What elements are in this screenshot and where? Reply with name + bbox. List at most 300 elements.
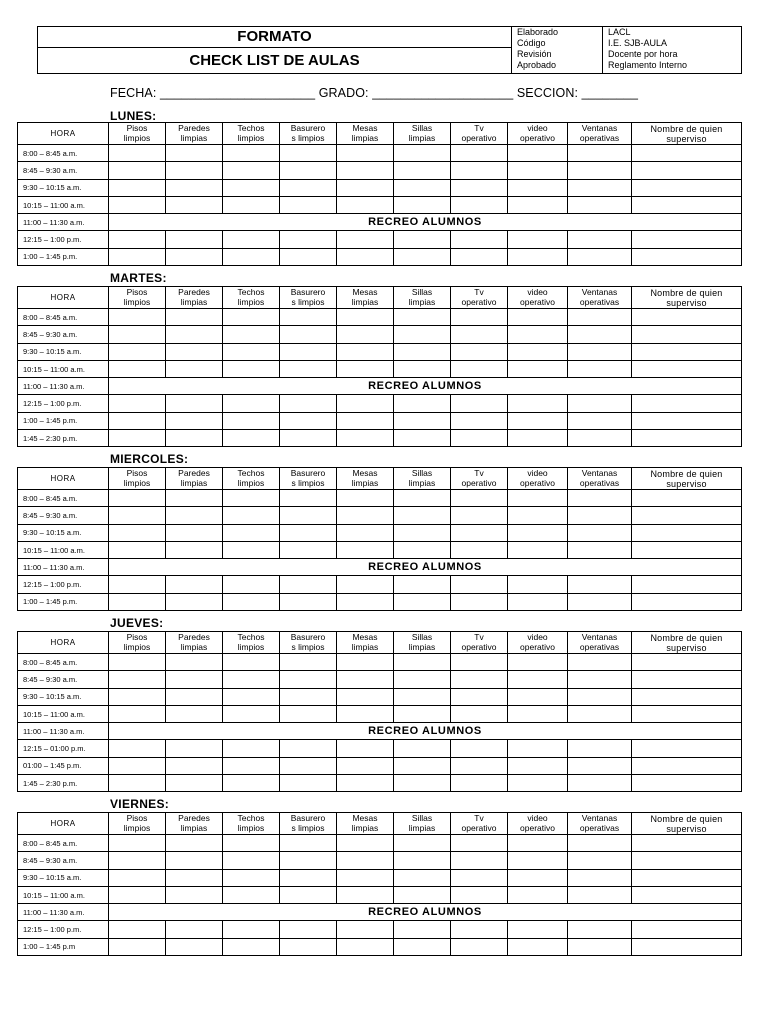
supervisor-name-cell[interactable] xyxy=(632,395,742,412)
check-cell[interactable] xyxy=(394,740,451,757)
check-cell[interactable] xyxy=(451,775,508,792)
supervisor-name-cell[interactable] xyxy=(632,231,742,248)
check-cell[interactable] xyxy=(508,145,568,162)
check-cell[interactable] xyxy=(109,705,166,722)
check-cell[interactable] xyxy=(280,541,337,558)
check-cell[interactable] xyxy=(451,162,508,179)
check-cell[interactable] xyxy=(223,654,280,671)
check-cell[interactable] xyxy=(508,757,568,774)
check-cell[interactable] xyxy=(280,705,337,722)
check-cell[interactable] xyxy=(394,507,451,524)
check-cell[interactable] xyxy=(394,343,451,360)
check-cell[interactable] xyxy=(394,490,451,507)
check-cell[interactable] xyxy=(166,835,223,852)
check-cell[interactable] xyxy=(508,576,568,593)
check-cell[interactable] xyxy=(166,938,223,955)
check-cell[interactable] xyxy=(109,654,166,671)
check-cell[interactable] xyxy=(451,507,508,524)
check-cell[interactable] xyxy=(508,775,568,792)
check-cell[interactable] xyxy=(109,395,166,412)
check-cell[interactable] xyxy=(337,309,394,326)
check-cell[interactable] xyxy=(337,852,394,869)
supervisor-name-cell[interactable] xyxy=(632,740,742,757)
check-cell[interactable] xyxy=(109,360,166,377)
check-cell[interactable] xyxy=(508,852,568,869)
check-cell[interactable] xyxy=(508,360,568,377)
check-cell[interactable] xyxy=(394,852,451,869)
check-cell[interactable] xyxy=(568,835,632,852)
check-cell[interactable] xyxy=(223,757,280,774)
check-cell[interactable] xyxy=(109,309,166,326)
check-cell[interactable] xyxy=(451,196,508,213)
check-cell[interactable] xyxy=(280,179,337,196)
check-cell[interactable] xyxy=(568,654,632,671)
check-cell[interactable] xyxy=(280,654,337,671)
check-cell[interactable] xyxy=(166,395,223,412)
check-cell[interactable] xyxy=(508,654,568,671)
check-cell[interactable] xyxy=(166,593,223,610)
check-cell[interactable] xyxy=(451,541,508,558)
check-cell[interactable] xyxy=(280,343,337,360)
check-cell[interactable] xyxy=(166,757,223,774)
check-cell[interactable] xyxy=(109,671,166,688)
check-cell[interactable] xyxy=(451,886,508,903)
check-cell[interactable] xyxy=(166,196,223,213)
check-cell[interactable] xyxy=(109,162,166,179)
check-cell[interactable] xyxy=(280,248,337,265)
check-cell[interactable] xyxy=(223,309,280,326)
check-cell[interactable] xyxy=(451,145,508,162)
check-cell[interactable] xyxy=(223,179,280,196)
check-cell[interactable] xyxy=(223,231,280,248)
check-cell[interactable] xyxy=(166,490,223,507)
check-cell[interactable] xyxy=(568,740,632,757)
check-cell[interactable] xyxy=(508,869,568,886)
check-cell[interactable] xyxy=(337,412,394,429)
check-cell[interactable] xyxy=(568,412,632,429)
check-cell[interactable] xyxy=(508,162,568,179)
check-cell[interactable] xyxy=(166,886,223,903)
check-cell[interactable] xyxy=(109,688,166,705)
check-cell[interactable] xyxy=(451,326,508,343)
supervisor-name-cell[interactable] xyxy=(632,869,742,886)
check-cell[interactable] xyxy=(568,196,632,213)
check-cell[interactable] xyxy=(568,576,632,593)
check-cell[interactable] xyxy=(451,395,508,412)
check-cell[interactable] xyxy=(451,576,508,593)
check-cell[interactable] xyxy=(451,430,508,447)
check-cell[interactable] xyxy=(568,395,632,412)
check-cell[interactable] xyxy=(337,430,394,447)
supervisor-name-cell[interactable] xyxy=(632,576,742,593)
check-cell[interactable] xyxy=(223,430,280,447)
check-cell[interactable] xyxy=(223,921,280,938)
check-cell[interactable] xyxy=(223,852,280,869)
check-cell[interactable] xyxy=(394,869,451,886)
check-cell[interactable] xyxy=(109,179,166,196)
check-cell[interactable] xyxy=(280,593,337,610)
check-cell[interactable] xyxy=(223,395,280,412)
check-cell[interactable] xyxy=(568,343,632,360)
check-cell[interactable] xyxy=(451,757,508,774)
check-cell[interactable] xyxy=(568,524,632,541)
check-cell[interactable] xyxy=(166,869,223,886)
check-cell[interactable] xyxy=(394,162,451,179)
check-cell[interactable] xyxy=(451,412,508,429)
check-cell[interactable] xyxy=(568,145,632,162)
check-cell[interactable] xyxy=(166,248,223,265)
check-cell[interactable] xyxy=(394,593,451,610)
supervisor-name-cell[interactable] xyxy=(632,430,742,447)
check-cell[interactable] xyxy=(223,671,280,688)
check-cell[interactable] xyxy=(109,835,166,852)
check-cell[interactable] xyxy=(394,541,451,558)
check-cell[interactable] xyxy=(508,688,568,705)
supervisor-name-cell[interactable] xyxy=(632,412,742,429)
check-cell[interactable] xyxy=(337,654,394,671)
check-cell[interactable] xyxy=(223,835,280,852)
check-cell[interactable] xyxy=(223,740,280,757)
check-cell[interactable] xyxy=(451,921,508,938)
check-cell[interactable] xyxy=(451,852,508,869)
check-cell[interactable] xyxy=(109,938,166,955)
check-cell[interactable] xyxy=(280,775,337,792)
check-cell[interactable] xyxy=(223,360,280,377)
check-cell[interactable] xyxy=(166,541,223,558)
check-cell[interactable] xyxy=(109,507,166,524)
check-cell[interactable] xyxy=(223,162,280,179)
check-cell[interactable] xyxy=(508,343,568,360)
check-cell[interactable] xyxy=(337,921,394,938)
check-cell[interactable] xyxy=(394,835,451,852)
check-cell[interactable] xyxy=(451,835,508,852)
check-cell[interactable] xyxy=(109,196,166,213)
supervisor-name-cell[interactable] xyxy=(632,507,742,524)
check-cell[interactable] xyxy=(166,740,223,757)
check-cell[interactable] xyxy=(109,740,166,757)
check-cell[interactable] xyxy=(394,688,451,705)
check-cell[interactable] xyxy=(223,524,280,541)
check-cell[interactable] xyxy=(166,524,223,541)
check-cell[interactable] xyxy=(394,248,451,265)
check-cell[interactable] xyxy=(223,490,280,507)
check-cell[interactable] xyxy=(223,886,280,903)
check-cell[interactable] xyxy=(451,705,508,722)
supervisor-name-cell[interactable] xyxy=(632,688,742,705)
check-cell[interactable] xyxy=(568,248,632,265)
supervisor-name-cell[interactable] xyxy=(632,326,742,343)
supervisor-name-cell[interactable] xyxy=(632,524,742,541)
check-cell[interactable] xyxy=(568,430,632,447)
check-cell[interactable] xyxy=(394,757,451,774)
check-cell[interactable] xyxy=(508,196,568,213)
check-cell[interactable] xyxy=(109,576,166,593)
check-cell[interactable] xyxy=(280,145,337,162)
check-cell[interactable] xyxy=(451,179,508,196)
check-cell[interactable] xyxy=(223,705,280,722)
check-cell[interactable] xyxy=(508,541,568,558)
check-cell[interactable] xyxy=(451,869,508,886)
check-cell[interactable] xyxy=(394,886,451,903)
check-cell[interactable] xyxy=(508,593,568,610)
check-cell[interactable] xyxy=(568,775,632,792)
check-cell[interactable] xyxy=(508,248,568,265)
check-cell[interactable] xyxy=(280,757,337,774)
check-cell[interactable] xyxy=(451,688,508,705)
check-cell[interactable] xyxy=(166,430,223,447)
check-cell[interactable] xyxy=(109,145,166,162)
check-cell[interactable] xyxy=(508,309,568,326)
check-cell[interactable] xyxy=(109,869,166,886)
check-cell[interactable] xyxy=(508,835,568,852)
check-cell[interactable] xyxy=(337,360,394,377)
check-cell[interactable] xyxy=(394,524,451,541)
check-cell[interactable] xyxy=(568,490,632,507)
check-cell[interactable] xyxy=(166,326,223,343)
check-cell[interactable] xyxy=(166,145,223,162)
check-cell[interactable] xyxy=(109,326,166,343)
check-cell[interactable] xyxy=(568,869,632,886)
check-cell[interactable] xyxy=(568,886,632,903)
check-cell[interactable] xyxy=(451,593,508,610)
check-cell[interactable] xyxy=(394,179,451,196)
check-cell[interactable] xyxy=(166,576,223,593)
check-cell[interactable] xyxy=(451,309,508,326)
check-cell[interactable] xyxy=(223,248,280,265)
check-cell[interactable] xyxy=(280,231,337,248)
supervisor-name-cell[interactable] xyxy=(632,671,742,688)
supervisor-name-cell[interactable] xyxy=(632,757,742,774)
check-cell[interactable] xyxy=(508,921,568,938)
check-cell[interactable] xyxy=(223,938,280,955)
check-cell[interactable] xyxy=(337,162,394,179)
check-cell[interactable] xyxy=(508,507,568,524)
check-cell[interactable] xyxy=(166,688,223,705)
check-cell[interactable] xyxy=(568,688,632,705)
check-cell[interactable] xyxy=(568,852,632,869)
check-cell[interactable] xyxy=(337,196,394,213)
check-cell[interactable] xyxy=(568,938,632,955)
check-cell[interactable] xyxy=(223,196,280,213)
check-cell[interactable] xyxy=(337,886,394,903)
check-cell[interactable] xyxy=(508,524,568,541)
check-cell[interactable] xyxy=(166,852,223,869)
check-cell[interactable] xyxy=(337,326,394,343)
check-cell[interactable] xyxy=(337,145,394,162)
check-cell[interactable] xyxy=(337,395,394,412)
check-cell[interactable] xyxy=(394,654,451,671)
check-cell[interactable] xyxy=(280,524,337,541)
check-cell[interactable] xyxy=(223,412,280,429)
check-cell[interactable] xyxy=(280,196,337,213)
supervisor-name-cell[interactable] xyxy=(632,654,742,671)
check-cell[interactable] xyxy=(280,490,337,507)
check-cell[interactable] xyxy=(109,852,166,869)
check-cell[interactable] xyxy=(280,162,337,179)
check-cell[interactable] xyxy=(223,576,280,593)
check-cell[interactable] xyxy=(508,179,568,196)
check-cell[interactable] xyxy=(568,705,632,722)
check-cell[interactable] xyxy=(451,360,508,377)
check-cell[interactable] xyxy=(337,740,394,757)
check-cell[interactable] xyxy=(508,671,568,688)
check-cell[interactable] xyxy=(394,360,451,377)
check-cell[interactable] xyxy=(337,576,394,593)
check-cell[interactable] xyxy=(508,430,568,447)
check-cell[interactable] xyxy=(451,938,508,955)
supervisor-name-cell[interactable] xyxy=(632,705,742,722)
check-cell[interactable] xyxy=(166,343,223,360)
check-cell[interactable] xyxy=(280,395,337,412)
check-cell[interactable] xyxy=(508,938,568,955)
check-cell[interactable] xyxy=(508,412,568,429)
check-cell[interactable] xyxy=(166,412,223,429)
check-cell[interactable] xyxy=(451,490,508,507)
check-cell[interactable] xyxy=(451,740,508,757)
supervisor-name-cell[interactable] xyxy=(632,309,742,326)
check-cell[interactable] xyxy=(337,343,394,360)
check-cell[interactable] xyxy=(109,541,166,558)
check-cell[interactable] xyxy=(394,309,451,326)
check-cell[interactable] xyxy=(394,145,451,162)
check-cell[interactable] xyxy=(280,688,337,705)
supervisor-name-cell[interactable] xyxy=(632,886,742,903)
check-cell[interactable] xyxy=(337,835,394,852)
check-cell[interactable] xyxy=(223,688,280,705)
check-cell[interactable] xyxy=(508,326,568,343)
check-cell[interactable] xyxy=(223,145,280,162)
check-cell[interactable] xyxy=(337,869,394,886)
check-cell[interactable] xyxy=(166,705,223,722)
check-cell[interactable] xyxy=(568,593,632,610)
check-cell[interactable] xyxy=(166,309,223,326)
check-cell[interactable] xyxy=(337,248,394,265)
check-cell[interactable] xyxy=(394,775,451,792)
check-cell[interactable] xyxy=(109,490,166,507)
supervisor-name-cell[interactable] xyxy=(632,179,742,196)
check-cell[interactable] xyxy=(337,688,394,705)
check-cell[interactable] xyxy=(166,231,223,248)
check-cell[interactable] xyxy=(568,231,632,248)
check-cell[interactable] xyxy=(280,886,337,903)
check-cell[interactable] xyxy=(568,179,632,196)
check-cell[interactable] xyxy=(109,524,166,541)
check-cell[interactable] xyxy=(223,343,280,360)
check-cell[interactable] xyxy=(280,412,337,429)
supervisor-name-cell[interactable] xyxy=(632,921,742,938)
check-cell[interactable] xyxy=(508,231,568,248)
check-cell[interactable] xyxy=(337,231,394,248)
check-cell[interactable] xyxy=(280,507,337,524)
check-cell[interactable] xyxy=(166,654,223,671)
check-cell[interactable] xyxy=(109,757,166,774)
check-cell[interactable] xyxy=(166,921,223,938)
check-cell[interactable] xyxy=(508,395,568,412)
supervisor-name-cell[interactable] xyxy=(632,541,742,558)
check-cell[interactable] xyxy=(223,541,280,558)
check-cell[interactable] xyxy=(394,921,451,938)
check-cell[interactable] xyxy=(109,593,166,610)
check-cell[interactable] xyxy=(280,938,337,955)
check-cell[interactable] xyxy=(394,430,451,447)
supervisor-name-cell[interactable] xyxy=(632,248,742,265)
check-cell[interactable] xyxy=(109,430,166,447)
check-cell[interactable] xyxy=(109,231,166,248)
check-cell[interactable] xyxy=(337,705,394,722)
supervisor-name-cell[interactable] xyxy=(632,162,742,179)
check-cell[interactable] xyxy=(223,507,280,524)
check-cell[interactable] xyxy=(109,775,166,792)
check-cell[interactable] xyxy=(109,886,166,903)
supervisor-name-cell[interactable] xyxy=(632,360,742,377)
check-cell[interactable] xyxy=(280,869,337,886)
check-cell[interactable] xyxy=(109,248,166,265)
check-cell[interactable] xyxy=(568,326,632,343)
check-cell[interactable] xyxy=(337,593,394,610)
supervisor-name-cell[interactable] xyxy=(632,938,742,955)
check-cell[interactable] xyxy=(223,326,280,343)
check-cell[interactable] xyxy=(394,576,451,593)
check-cell[interactable] xyxy=(394,231,451,248)
check-cell[interactable] xyxy=(109,343,166,360)
check-cell[interactable] xyxy=(508,490,568,507)
check-cell[interactable] xyxy=(337,757,394,774)
check-cell[interactable] xyxy=(337,938,394,955)
check-cell[interactable] xyxy=(568,507,632,524)
check-cell[interactable] xyxy=(337,507,394,524)
check-cell[interactable] xyxy=(280,852,337,869)
check-cell[interactable] xyxy=(280,360,337,377)
supervisor-name-cell[interactable] xyxy=(632,835,742,852)
supervisor-name-cell[interactable] xyxy=(632,145,742,162)
check-cell[interactable] xyxy=(166,671,223,688)
check-cell[interactable] xyxy=(337,671,394,688)
supervisor-name-cell[interactable] xyxy=(632,852,742,869)
check-cell[interactable] xyxy=(568,671,632,688)
check-cell[interactable] xyxy=(568,309,632,326)
check-cell[interactable] xyxy=(280,921,337,938)
check-cell[interactable] xyxy=(451,343,508,360)
check-cell[interactable] xyxy=(508,705,568,722)
check-cell[interactable] xyxy=(280,309,337,326)
check-cell[interactable] xyxy=(568,757,632,774)
check-cell[interactable] xyxy=(337,775,394,792)
check-cell[interactable] xyxy=(109,412,166,429)
check-cell[interactable] xyxy=(451,248,508,265)
check-cell[interactable] xyxy=(451,524,508,541)
check-cell[interactable] xyxy=(394,412,451,429)
check-cell[interactable] xyxy=(337,179,394,196)
check-cell[interactable] xyxy=(166,360,223,377)
check-cell[interactable] xyxy=(394,326,451,343)
check-cell[interactable] xyxy=(280,740,337,757)
check-cell[interactable] xyxy=(166,507,223,524)
check-cell[interactable] xyxy=(166,775,223,792)
check-cell[interactable] xyxy=(280,671,337,688)
check-cell[interactable] xyxy=(166,179,223,196)
supervisor-name-cell[interactable] xyxy=(632,593,742,610)
check-cell[interactable] xyxy=(394,395,451,412)
supervisor-name-cell[interactable] xyxy=(632,775,742,792)
check-cell[interactable] xyxy=(223,593,280,610)
check-cell[interactable] xyxy=(451,231,508,248)
check-cell[interactable] xyxy=(394,671,451,688)
supervisor-name-cell[interactable] xyxy=(632,490,742,507)
check-cell[interactable] xyxy=(394,938,451,955)
check-cell[interactable] xyxy=(337,524,394,541)
check-cell[interactable] xyxy=(109,921,166,938)
check-cell[interactable] xyxy=(394,705,451,722)
